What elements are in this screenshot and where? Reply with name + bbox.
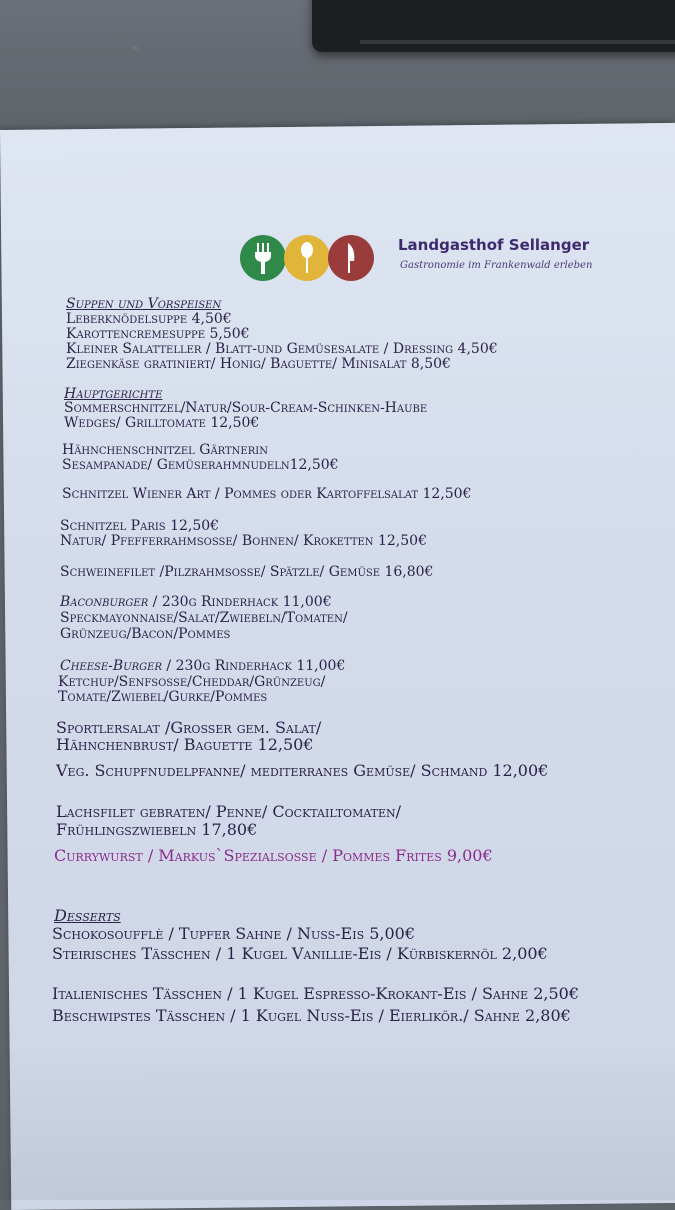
menu-item: Sesampanade/ Gemüserahmnudeln12,50€ bbox=[62, 457, 339, 473]
section-heading-mains: Hauptgerichte bbox=[64, 386, 163, 402]
dish-detail: / 230g Rinderhack 11,00€ bbox=[148, 594, 332, 610]
phone-edge bbox=[360, 40, 675, 44]
menu-item: Schnitzel Paris 12,50€ bbox=[60, 518, 220, 534]
menu-item: Steirisches Tässchen / 1 Kugel Vanillie-Eis / Kürbiskernöl 2,00€ bbox=[52, 944, 548, 963]
menu-item: Leberknödelsuppe 4,50€ bbox=[66, 311, 232, 327]
section-heading-desserts: Desserts bbox=[54, 906, 121, 925]
menu-item-highlight: Currywurst / Markus`Spezialsosse / Pommes Frites 9,00€ bbox=[54, 846, 493, 865]
dish-detail: / 230g Rinderhack 11,00€ bbox=[161, 658, 346, 674]
menu-item: Grünzeug/Bacon/Pommes bbox=[60, 626, 231, 642]
restaurant-name: Landgasthof Sellanger bbox=[398, 236, 590, 254]
dish-name: Baconburger bbox=[60, 594, 149, 610]
menu-item: Veg. Schupfnudelpfanne/ mediterranes Gemüse/ Schmand 12,00€ bbox=[56, 761, 549, 780]
menu-item: Ziegenkäse gratiniert/ Honig/ Baguette/ Minisalat 8,50€ bbox=[66, 356, 451, 372]
section-heading-soups: Suppen und Vorspeisen bbox=[66, 296, 222, 312]
menu-item: Wedges/ Grilltomate 12,50€ bbox=[64, 415, 260, 431]
phone-device bbox=[312, 0, 675, 52]
menu-item: Sportlersalat /Grosser gem. Salat/ bbox=[56, 718, 322, 737]
menu-item: Beschwipstes Tässchen / 1 Kugel Nuss-Eis / Eierlikör./ Sahne 2,80€ bbox=[52, 1006, 571, 1025]
restaurant-logo bbox=[240, 230, 640, 290]
menu-item: Schnitzel Wiener Art / Pommes oder Kartoffelsalat 12,50€ bbox=[62, 486, 472, 502]
menu-item: Hähnchenbrust/ Baguette 12,50€ bbox=[56, 735, 314, 754]
menu-item: Schokosoufflè / Tupfer Sahne / Nuss-Eis 5,00€ bbox=[52, 924, 416, 943]
dish-name: Cheese-Burger bbox=[60, 658, 162, 674]
menu-item-burger bbox=[60, 594, 332, 610]
spoon-icon bbox=[284, 235, 330, 281]
menu-item: Speckmayonnaise/Salat/Zwiebeln/Tomaten/ bbox=[60, 610, 348, 626]
menu-item: Sommerschnitzel/Natur/Sour-Cream-Schinken-Haube bbox=[64, 400, 428, 416]
menu-item: Karottencremesuppe 5,50€ bbox=[66, 326, 250, 342]
menu-item: Italienisches Tässchen / 1 Kugel Espresso-Krokant-Eis / Sahne 2,50€ bbox=[52, 984, 579, 1003]
fork-icon bbox=[240, 235, 286, 281]
menu-item: Ketchup/Senfsosse/Cheddar/Grünzeug/ bbox=[58, 674, 326, 690]
restaurant-tagline: Gastronomie im Frankenwald erleben bbox=[400, 260, 593, 271]
paper-shadow bbox=[0, 1040, 675, 1200]
knife-icon bbox=[328, 235, 374, 281]
menu-item: Frühlingszwiebeln 17,80€ bbox=[56, 820, 258, 839]
menu-item: Hähnchenschnitzel Gärtnerin bbox=[62, 442, 268, 458]
menu-item-cheeseburger bbox=[60, 658, 345, 674]
menu-item: Natur/ Pfefferrahmsosse/ Bohnen/ Kroketten 12,50€ bbox=[60, 533, 427, 549]
menu-item: Schweinefilet /Pilzrahmsosse/ Spätzle/ Gemüse 16,80€ bbox=[60, 564, 434, 580]
menu-item: Kleiner Salatteller / Blatt-und Gemüsesalate / Dressing 4,50€ bbox=[66, 341, 498, 357]
menu-item: Lachsfilet gebraten/ Penne/ Cocktailtomaten/ bbox=[56, 802, 402, 821]
menu-item: Tomate/Zwiebel/Gurke/Pommes bbox=[58, 689, 268, 705]
